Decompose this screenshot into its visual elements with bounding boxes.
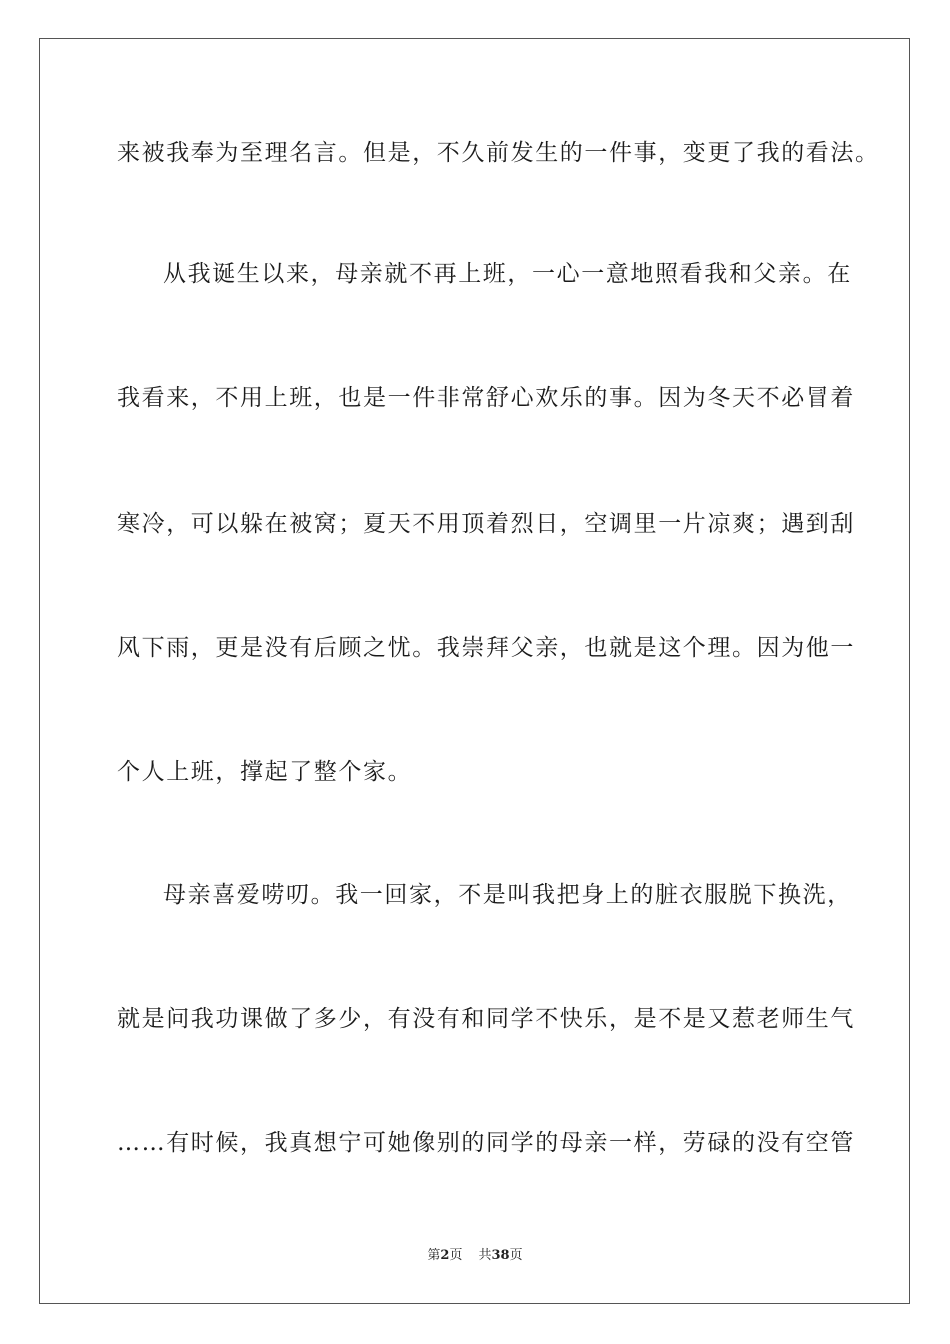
text-line: 就是问我功课做了多少，有没有和同学不快乐，是不是又惹老师生气 [117, 1006, 855, 1032]
page-border [39, 38, 910, 1304]
text-line: ……有时候，我真想宁可她像别的同学的母亲一样，劳碌的没有空管 [117, 1130, 855, 1156]
text-line: 我看来，不用上班，也是一件非常舒心欢乐的事。因为冬天不必冒着 [117, 385, 855, 411]
text-line: 寒冷，可以躲在被窝；夏天不用顶着烈日，空调里一片凉爽；遇到刮 [117, 511, 855, 537]
total-prefix: 共 [478, 1248, 492, 1263]
text-line: 风下雨，更是没有后顾之忧。我崇拜父亲，也就是这个理。因为他一 [117, 635, 855, 661]
paragraph-start-line: 母亲喜爱唠叨。我一回家，不是叫我把身上的脏衣服脱下换洗， [163, 882, 852, 908]
page-prefix: 第 [427, 1248, 441, 1263]
page-footer [0, 1247, 950, 1265]
text-line: 个人上班，撑起了整个家。 [117, 759, 413, 785]
paragraph-start-line: 从我诞生以来，母亲就不再上班，一心一意地照看我和父亲。在 [163, 261, 852, 287]
total-suffix: 页 [509, 1248, 523, 1263]
page-number: 2 [440, 1248, 450, 1263]
text-line: 来被我奉为至理名言。但是，不久前发生的一件事，变更了我的看法。 [117, 140, 880, 166]
page-suffix: 页 [449, 1248, 463, 1263]
total-pages: 38 [491, 1248, 510, 1263]
